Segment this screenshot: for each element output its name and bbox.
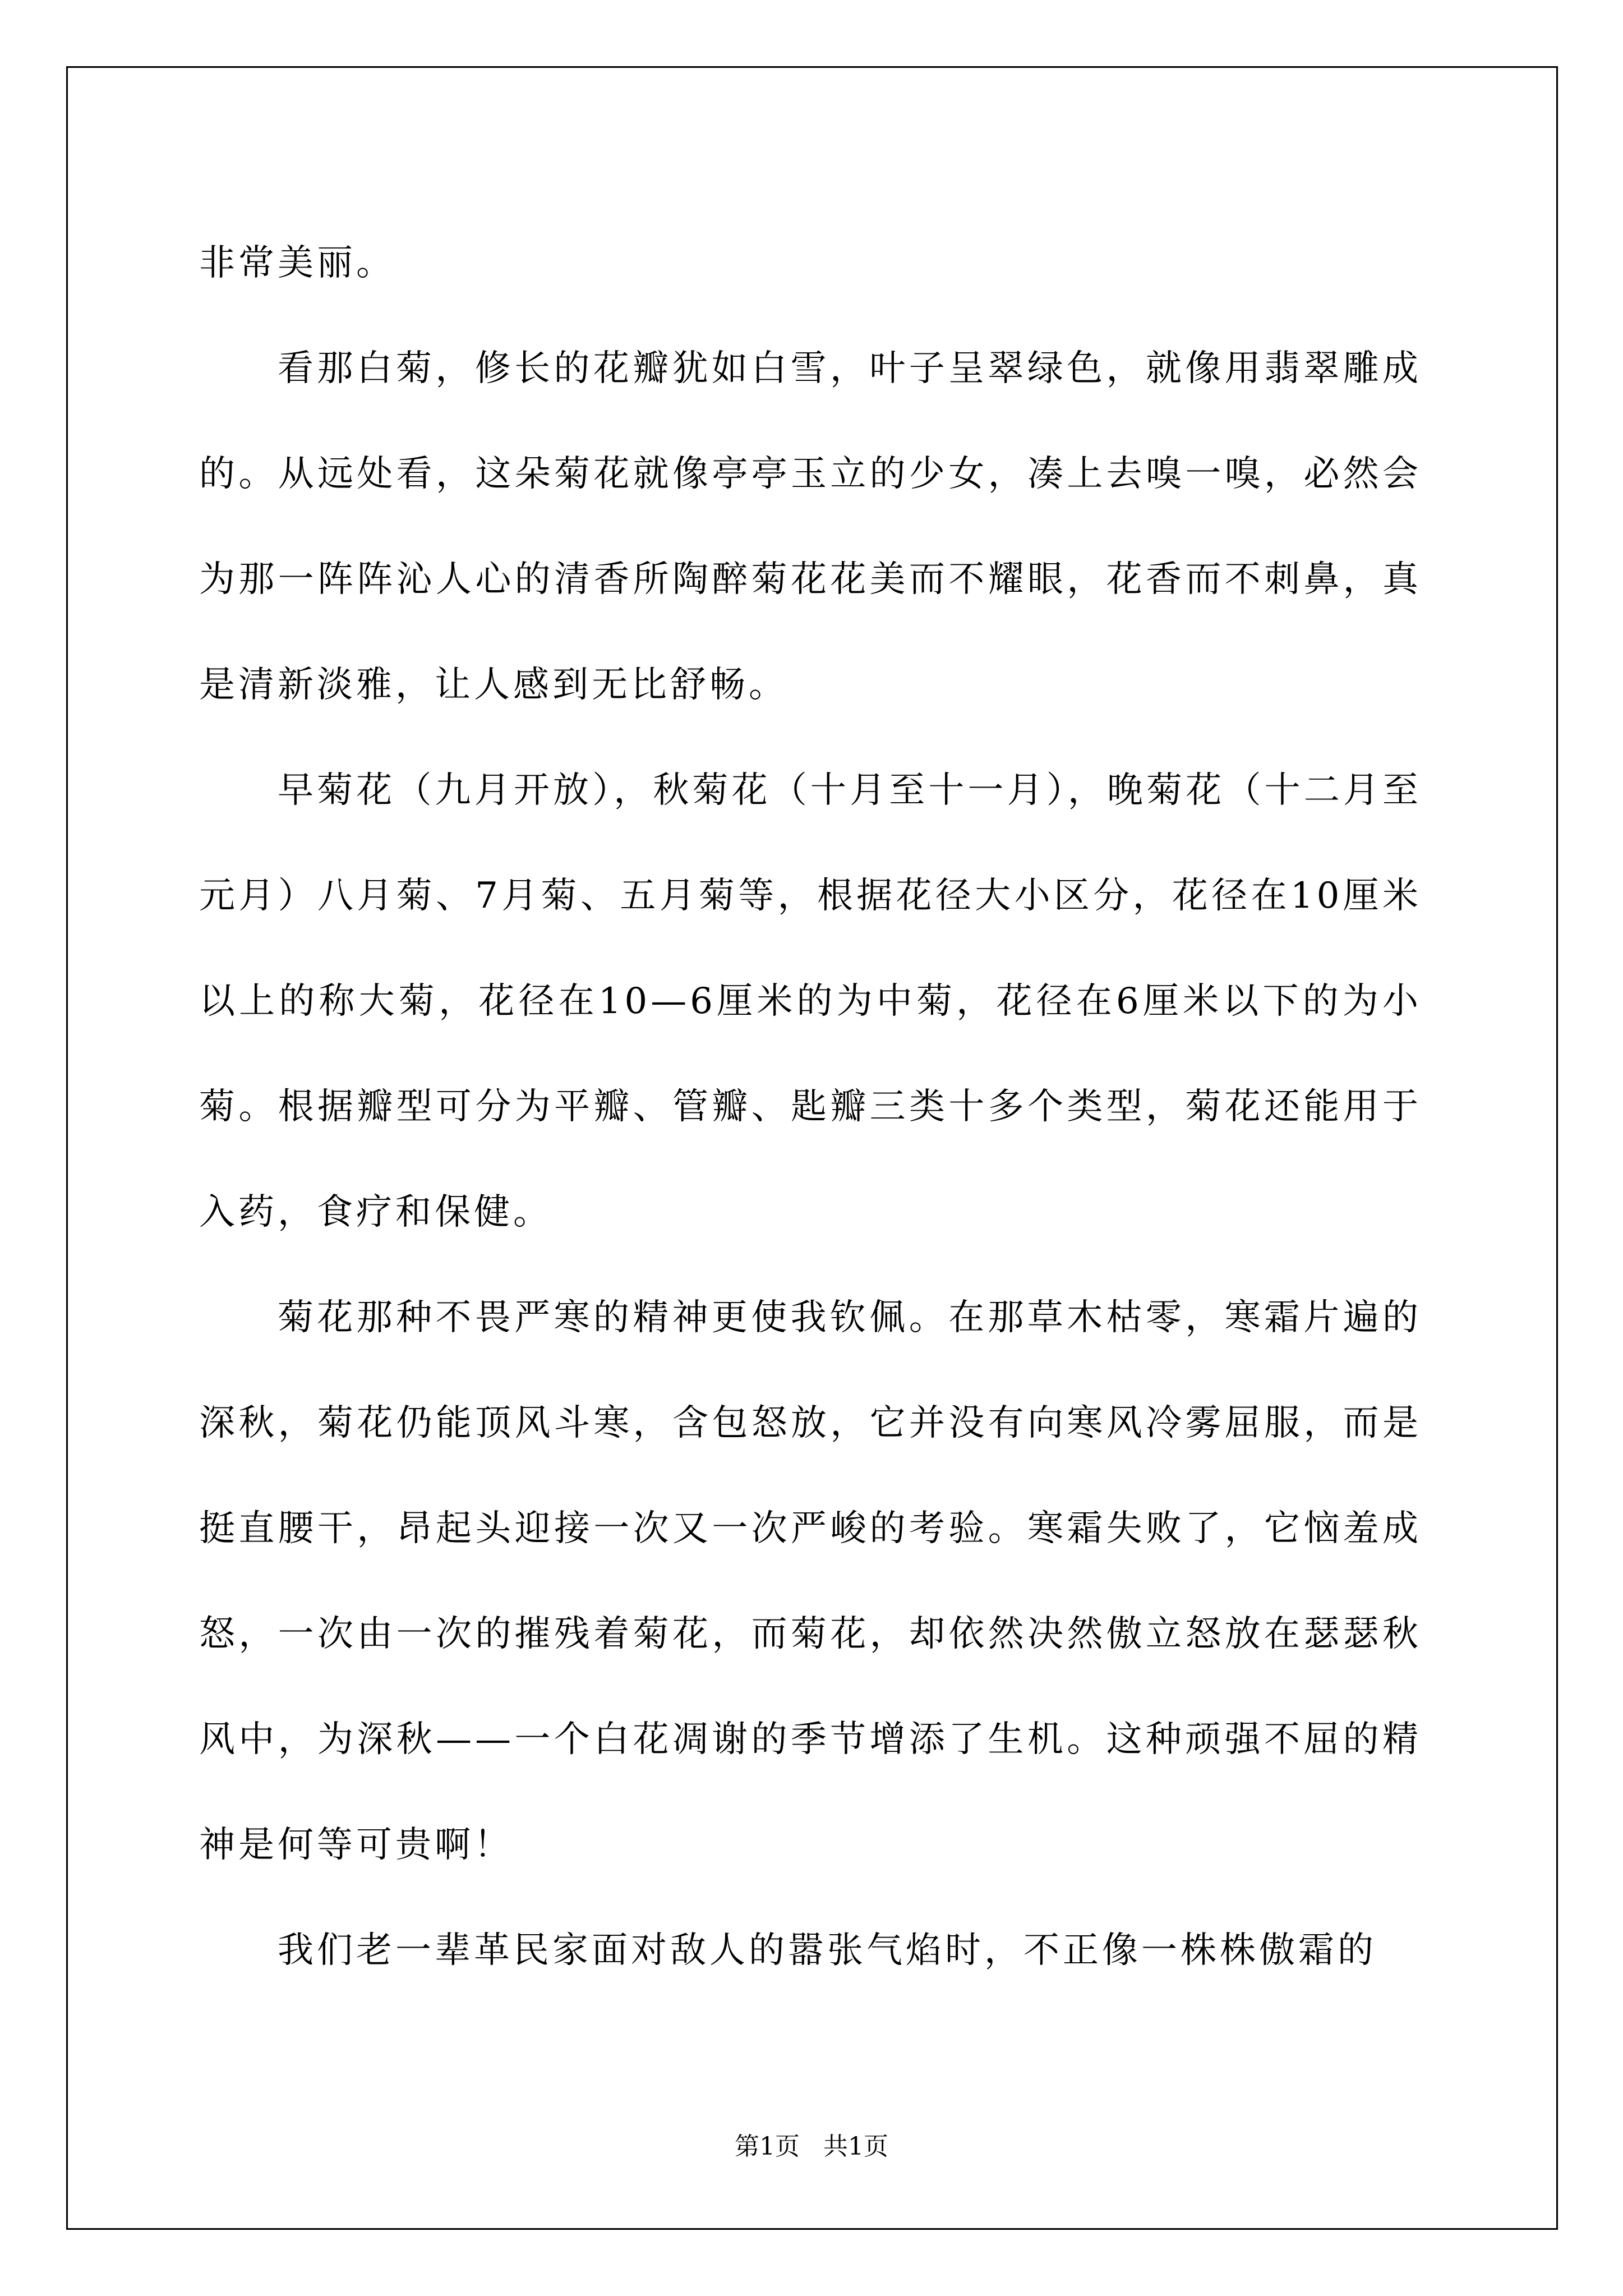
paragraph-1: 非常美丽。 xyxy=(199,242,395,284)
document-body xyxy=(199,210,1422,2003)
paragraph-5: 我们老一辈革民家面对敌人的嚣张气焰时，不正像一株株傲霜的 xyxy=(278,1930,1377,1971)
paragraph-2: 看那白菊，修长的花瓣犹如白雪，叶子呈翠绿色，就像用翡翠雕成的。从远处看，这朵菊花就像亭亭玉立的少女，凑上去嗅一嗅，必然会为那一阵阵沁人心的清香所陶醉菊花花美而不耀眼，花香而不刺鼻，真是清新淡雅，让人感到无比舒畅。 xyxy=(199,348,1422,706)
page-footer: 第1页 共1页 xyxy=(735,2132,888,2161)
paragraph-4: 菊花那种不畏严寒的精神更使我钦佩。在那草木枯零，寒霜片遍的深秋，菊花仍能顶风斗寒，含包怒放，它并没有向寒风冷雾屈服，而是挺直腰干，昂起头迎接一次又一次严峻的考验。寒霜失败了，它恼羞成怒，一次由一次的摧残着菊花，而菊花，却依然决然傲立怒放在瑟瑟秋风中，为深秋——一个白花凋谢的季节增添了生机。这种顽强不屈的精神是何等可贵啊！ xyxy=(199,1297,1422,1866)
paragraph-3: 早菊花（九月开放），秋菊花（十月至十一月），晚菊花（十二月至元月）八月菊、7月菊、五月菊等，根据花径大小区分，花径在10厘米以上的称大菊，花径在10—6厘米的为中菊，花径在6厘米以下的为小菊。根据瓣型可分为平瓣、管瓣、匙瓣三类十多个类型，菊花还能用于入药，食疗和保健。 xyxy=(199,770,1422,1233)
